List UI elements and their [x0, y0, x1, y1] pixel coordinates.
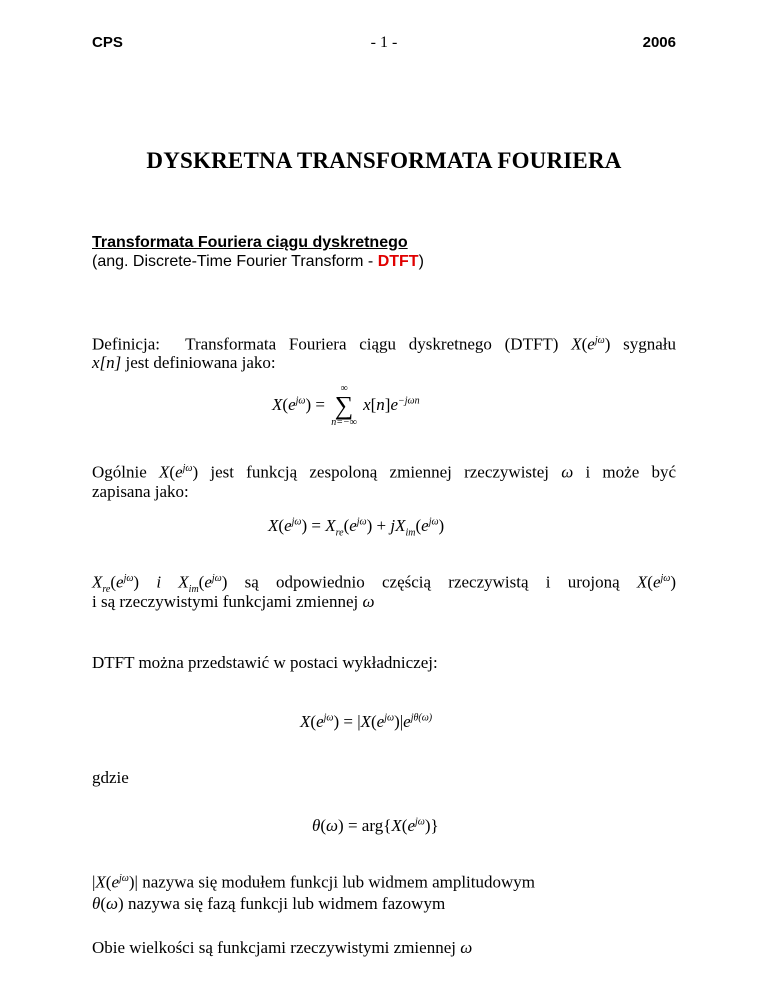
equation-exponential: $X(e^{j\omega}) = |X(e^{j\omega})|e^{j\theta(\omega)}$: [300, 712, 433, 731]
magnitude-description: $|X(e^{j\omega})|$ nazywa się modułem funkcji lub widmem amplitudowym: [92, 872, 536, 892]
general-line-1: Ogólnie $X(e^{j\omega})$ jest funkcją zespoloną zmiennej rzeczywistej ω i może być: [92, 462, 676, 482]
components-line-1: $X_{re}(e^{j\omega})$ i $X_{im}(e^{j\omega})$ są odpowiednio częścią rzeczywistą i urojoną $X(e^{j\omega})$: [92, 572, 676, 596]
page-number: - 1 -: [370, 34, 398, 51]
components-line-2: i są rzeczywistymi funkcjami zmiennej ω: [92, 592, 375, 611]
where-label: gdzie: [92, 768, 129, 787]
equation-re-im: $X(e^{j\omega}) = X_{re}(e^{j\omega}) + jX_{im}(e^{j\omega})$: [268, 516, 445, 539]
definition-line-1: Definicja: Transformata Fouriera ciągu dyskretnego (DTFT) $X(e^{j\omega})$ sygnału: [92, 334, 677, 354]
dtft-acronym: DTFT: [377, 253, 419, 270]
header-year: 2006: [642, 34, 676, 51]
equation-phase: $\theta(\omega) = arg\{X(e^{j\omega})\}$: [312, 816, 439, 835]
phase-description: θ(ω) nazywa się fazą funkcji lub widmem fazowym: [92, 894, 446, 913]
section-subtitle: (ang. Discrete-Time Fourier Transform - DTFT): [92, 253, 424, 270]
conclusion: Obie wielkości są funkcjami rzeczywistymi zmiennej ω: [92, 938, 473, 957]
exp-form-intro: DTFT można przedstawić w postaci wykładniczej:: [92, 653, 438, 672]
definition-line-2: x[n] jest definiowana jako:: [92, 353, 276, 372]
document-title: DYSKRETNA TRANSFORMATA FOURIERA: [146, 148, 622, 173]
sum-symbol: ∞ ∑ n=−∞: [331, 383, 357, 428]
section-title: Transformata Fouriera ciągu dyskretnego: [92, 234, 408, 251]
header-left: CPS: [92, 34, 123, 51]
equation-dtft-definition: $X(e^{j\omega})$ = ∞ ∑ n=−∞ $x[n]e^{-j\omega n}$: [272, 383, 420, 428]
general-line-2: zapisana jako:: [92, 482, 189, 501]
